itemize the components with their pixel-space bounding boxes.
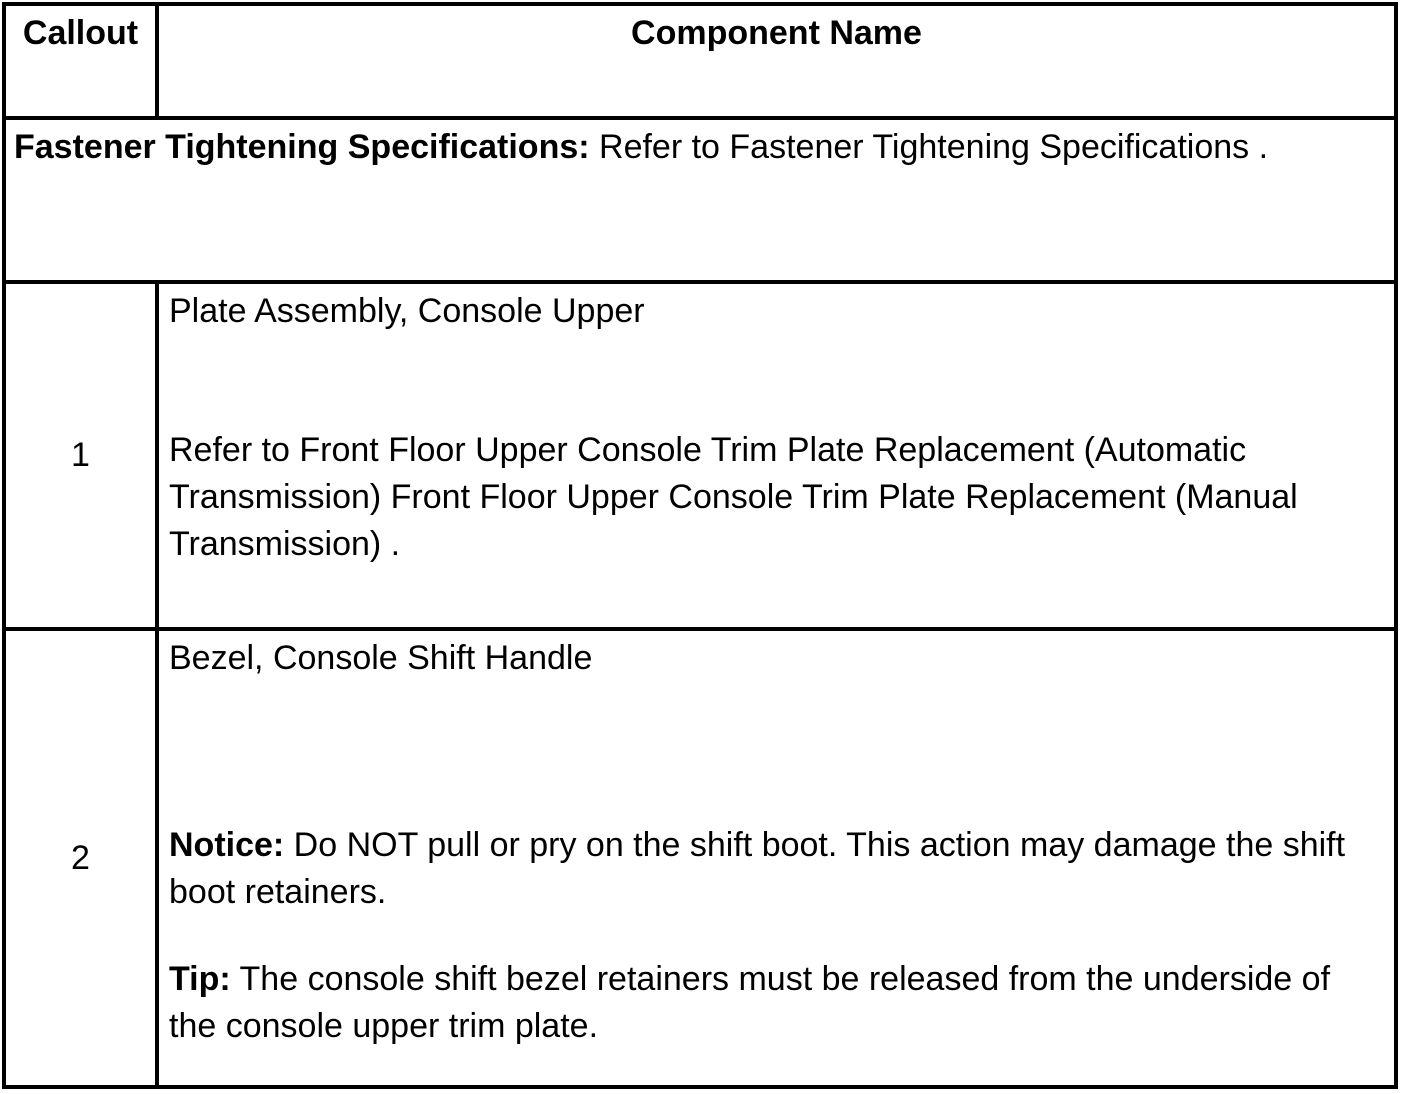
notice-label: Notice: [169,826,285,864]
component-name-header: Component Name [157,4,1396,118]
component-table [2,2,1398,1089]
component-cell [157,629,1396,1087]
component-reference: Refer to Front Floor Upper Console Trim Plate Replacement (Automatic Transmission) Front Floor Upper Console Trim Plate Replacement (Manual Transmission) . [169,431,1298,563]
notice-text: Do NOT pull or pry on the shift boot. This action may damage the shift boot retainers. [169,826,1346,911]
tip-text: The console shift bezel retainers must be released from the underside of the console upper trim plate. [169,960,1331,1045]
fastener-text: Refer to Fastener Tightening Specifications . [589,128,1269,166]
fastener-cell [4,118,1396,282]
tip-paragraph [169,956,1384,1050]
callout-number: 1 [4,282,157,629]
table-row [4,629,1396,1087]
notice-paragraph [169,822,1384,916]
component-name: Plate Assembly, Console Upper [169,292,645,330]
fastener-label: Fastener Tightening Specifications: [14,128,590,166]
fastener-row [4,118,1396,282]
component-name: Bezel, Console Shift Handle [169,639,593,677]
component-cell [157,282,1396,629]
header-row [4,4,1396,118]
tip-label: Tip: [169,960,231,998]
callout-header: Callout [4,4,157,118]
callout-number: 2 [4,629,157,1087]
table-row [4,282,1396,629]
